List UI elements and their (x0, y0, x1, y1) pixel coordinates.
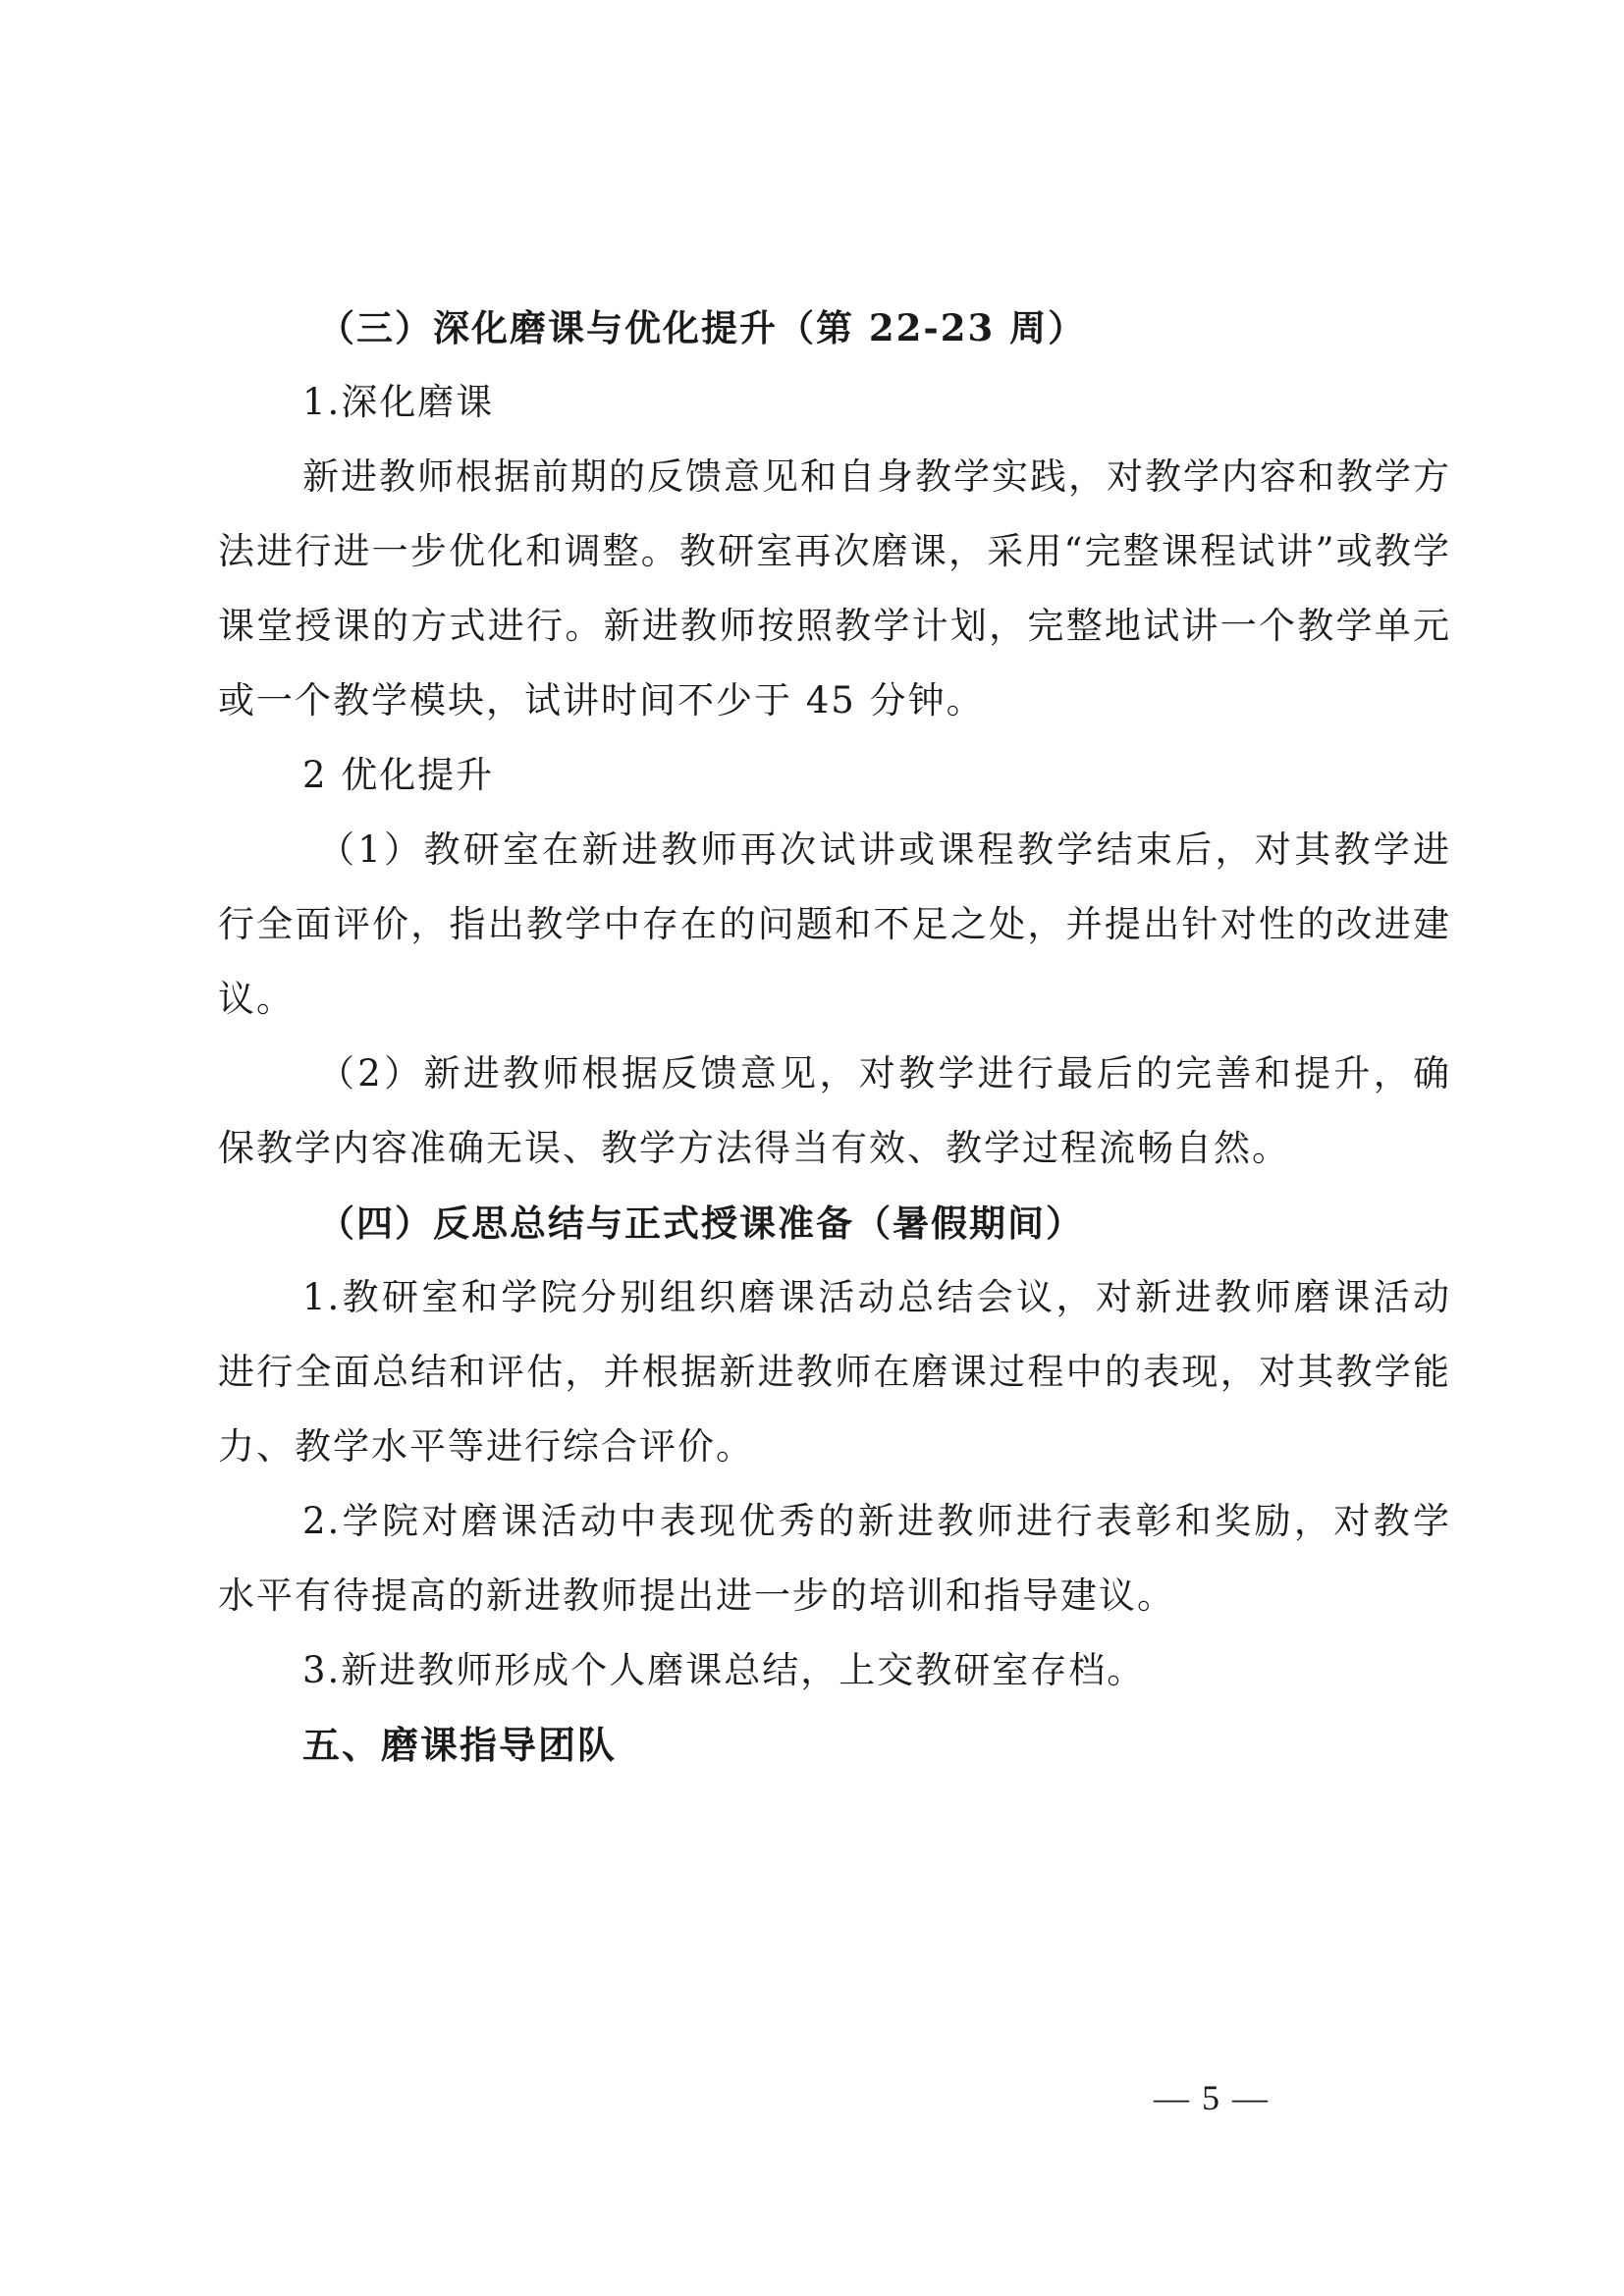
paragraph-summary-3: 3.新进教师形成个人磨课总结，上交教研室存档。 (302, 1649, 1146, 1691)
section-heading-3: （三）深化磨课与优化提升（第 22-23 周） (318, 306, 1087, 349)
subsection-title-deepen: 1.深化磨课 (302, 381, 495, 423)
paragraph-optimize-item-2: （2）新进教师根据反馈意见，对教学进行最后的完善和提升，确保教学内容准确无误、教学方法得当有效、教学过程流畅自然。 (218, 1052, 1451, 1169)
paragraph-summary-2: 2.学院对磨课活动中表现优秀的新进教师进行表彰和奖励，对教学水平有待提高的新进教师提出进一步的培训和指导建议。 (218, 1500, 1451, 1617)
paragraph-deepen-body: 新进教师根据前期的反馈意见和自身教学实践，对教学内容和教学方法进行进一步优化和调整。教研室再次磨课，采用“完整课程试讲”或教学课堂授课的方式进行。新进教师按照教学计划，完整地试讲一个教学单元或一个教学模块，试讲时间不少于 45 分钟。 (218, 455, 1451, 721)
paragraph-summary-1: 1.教研室和学院分别组织磨课活动总结会议，对新进教师磨课活动进行全面总结和评估，并根据新进教师在磨课过程中的表现，对其教学能力、教学水平等进行综合评价。 (218, 1276, 1451, 1468)
page-number: — 5 — (1154, 2078, 1270, 2117)
paragraph-optimize-item-1: （1）教研室在新进教师再次试讲或课程教学结束后，对其教学进行全面评价，指出教学中存在的问题和不足之处，并提出针对性的改进建议。 (218, 828, 1451, 1020)
section-heading-4: （四）反思总结与正式授课准备（暑假期间） (318, 1201, 1084, 1245)
document-body (218, 291, 1451, 1783)
section-heading-5: 五、磨课指导团队 (302, 1724, 618, 1767)
subsection-title-optimize: 2 优化提升 (302, 754, 495, 796)
